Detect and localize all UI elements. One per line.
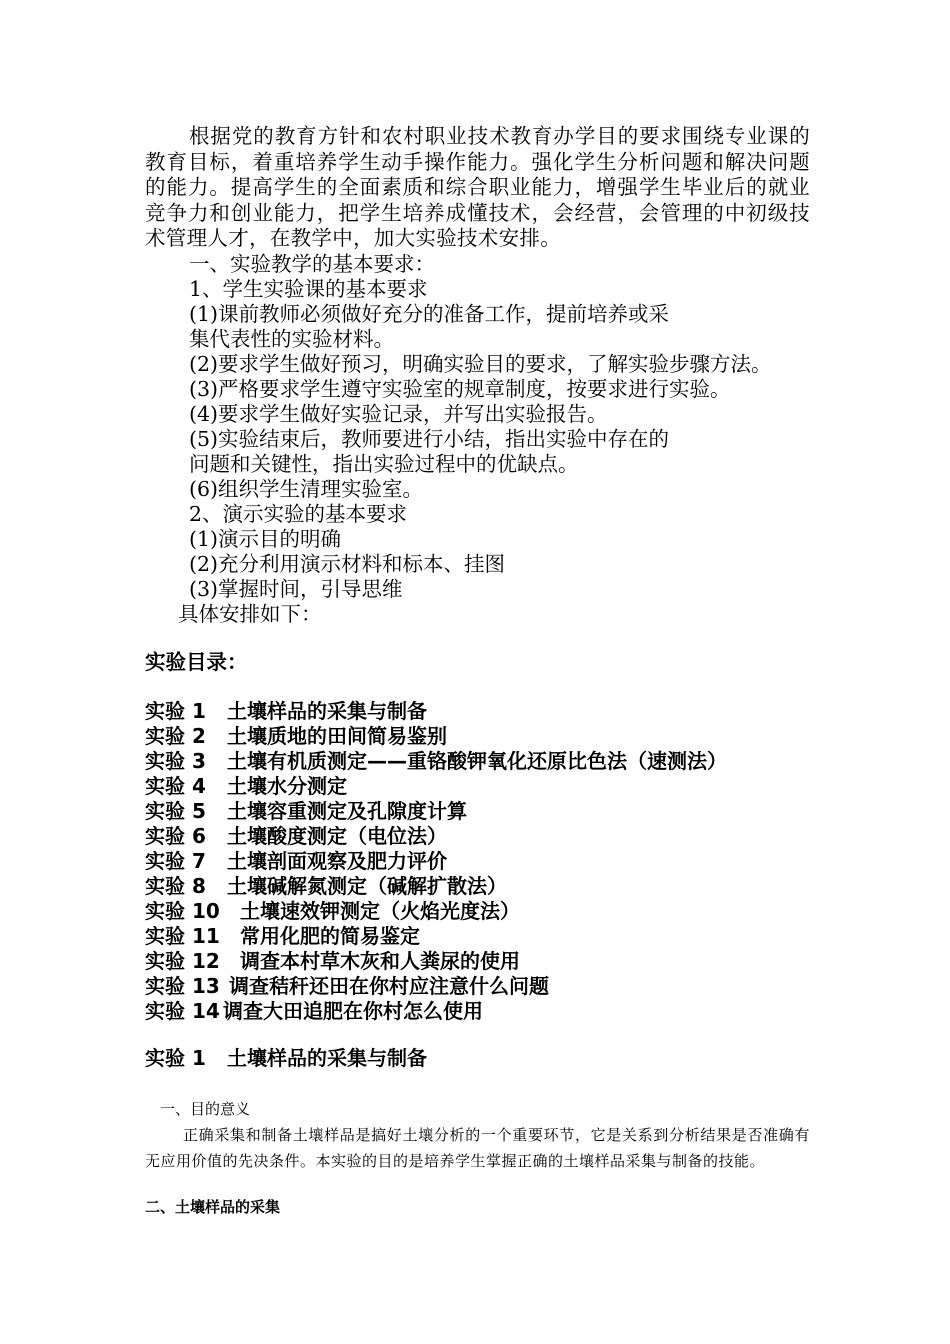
toc-item xyxy=(145,949,520,974)
toc-item-name: 土壤酸度测定（电位法） xyxy=(227,824,447,848)
demo-requirements-title: 2、演示实验的基本要求 xyxy=(189,502,408,526)
collection-heading: 二、土壤样品的采集 xyxy=(145,1198,281,1216)
arrangement-closing: 具体安排如下： xyxy=(178,602,322,626)
section-title-number: 实验 1 xyxy=(145,1046,206,1070)
toc-item-name: 调查秸秆还田在你村应注意什么问题 xyxy=(229,974,549,998)
toc-item xyxy=(145,774,347,799)
requirements-heading: 一、实验教学的基本要求： xyxy=(189,252,435,276)
toc-item xyxy=(145,824,447,849)
student-requirement-item: (6)组织学生清理实验室。 xyxy=(189,477,424,501)
demo-requirement-item: (3)掌握时间，引导思维 xyxy=(189,577,403,601)
toc-item-number: 实验 11 xyxy=(145,924,220,948)
toc-item-number: 实验 4 xyxy=(145,774,206,798)
student-requirement-item: (4)要求学生做好实验记录，并写出实验报告。 xyxy=(189,402,608,426)
intro-paragraph: 根据党的教育方针和农村职业技术教育办学目的要求围绕专业课的教育目标，着重培养学生动手操作能力。强化学生分析问题和解决问题的能力。提高学生的全面素质和综合职业能力，增强学生毕业后的就业竞争力和创业能力，把学生培养成懂技术，会经营，会管理的中初级技术管理人才，在教学中，加大实验技术安排。 xyxy=(145,124,810,250)
toc-item xyxy=(145,799,467,824)
toc-item-name: 土壤质地的田间简易鉴别 xyxy=(227,724,447,748)
toc-item xyxy=(145,849,447,874)
student-requirement-item: 集代表性的实验材料。 xyxy=(189,327,394,351)
toc-item-number: 实验 2 xyxy=(145,724,206,748)
section-title-name: 土壤样品的采集与制备 xyxy=(227,1046,427,1070)
toc-item xyxy=(145,974,549,999)
toc-item-name: 土壤剖面观察及肥力评价 xyxy=(227,849,447,873)
toc-item xyxy=(145,924,420,949)
toc-title: 实验目录： xyxy=(145,650,248,674)
demo-requirement-item: (1)演示目的明确 xyxy=(189,527,342,551)
toc-item xyxy=(145,874,507,899)
toc-item-number: 实验 8 xyxy=(145,874,206,898)
purpose-heading: 一、目的意义 xyxy=(160,1100,251,1118)
toc-item-name: 调查大田追肥在你村怎么使用 xyxy=(223,999,483,1023)
purpose-paragraph: 正确采集和制备土壤样品是搞好土壤分析的一个重要环节，它是关系到分析结果是否准确有无应用价值的先决条件。本实验的目的是培养学生掌握正确的土壤样品采集与制备的技能。 xyxy=(145,1126,810,1170)
toc-item xyxy=(145,999,483,1024)
toc-item-name: 土壤碱解氮测定（碱解扩散法） xyxy=(227,874,507,898)
toc-item-number: 实验 7 xyxy=(145,849,206,873)
toc-item-number: 实验 12 xyxy=(145,949,220,973)
toc-item-number: 实验 5 xyxy=(145,799,206,823)
toc-item-name: 调查本村草木灰和人粪尿的使用 xyxy=(240,949,520,973)
toc-item-number: 实验 13 xyxy=(145,974,220,998)
toc-item xyxy=(145,724,447,749)
student-requirement-item: (3)严格要求学生遵守实验室的规章制度，按要求进行实验。 xyxy=(189,377,731,401)
student-requirement-item: (2)要求学生做好预习，明确实验目的要求，了解实验步骤方法。 xyxy=(189,352,772,376)
toc-item-name: 土壤速效钾测定（火焰光度法） xyxy=(240,899,520,923)
toc-item-name: 土壤有机质测定——重铬酸钾氧化还原比色法（速测法） xyxy=(227,749,727,773)
toc-item-name: 土壤水分测定 xyxy=(227,774,347,798)
toc-item-name: 土壤样品的采集与制备 xyxy=(227,699,427,723)
section-title xyxy=(145,1046,427,1071)
student-requirement-item: 问题和关键性，指出实验过程中的优缺点。 xyxy=(189,452,579,476)
demo-requirement-item: (2)充分利用演示材料和标本、挂图 xyxy=(189,552,506,576)
toc-item-name: 常用化肥的简易鉴定 xyxy=(240,924,420,948)
student-requirement-item: (1)课前教师必须做好充分的准备工作，提前培养或采 xyxy=(189,302,670,326)
toc-item-name: 土壤容重测定及孔隙度计算 xyxy=(227,799,467,823)
toc-item-number: 实验 14 xyxy=(145,999,220,1023)
toc-item-number: 实验 6 xyxy=(145,824,206,848)
student-requirements-title: 1、学生实验课的基本要求 xyxy=(189,277,428,301)
toc-item xyxy=(145,899,520,924)
toc-item-number: 实验 1 xyxy=(145,699,206,723)
toc-item-number: 实验 3 xyxy=(145,749,206,773)
student-requirement-item: (5)实验结束后，教师要进行小结，指出实验中存在的 xyxy=(189,427,670,451)
toc-item xyxy=(145,749,727,774)
toc-item-number: 实验 10 xyxy=(145,899,220,923)
toc-item xyxy=(145,699,427,724)
